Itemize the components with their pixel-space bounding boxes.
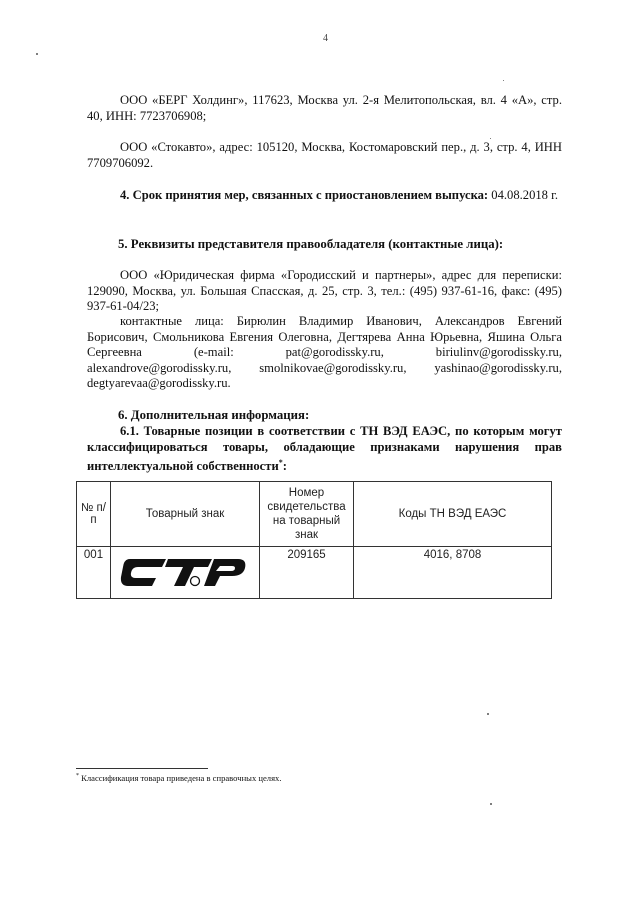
contacts-block: [87, 314, 562, 392]
contacts-names: Бирюлин Владимир Иванович, Александров Евгений Борисович, Смольникова Евгения Олеговна, Дегтярева Анна Юрьевна, Яшина Ольга Сергеевна: [87, 314, 563, 359]
section-6-1: [87, 424, 562, 475]
cell-trademark: [111, 547, 260, 599]
section-5-heading: 5. Реквизиты представителя правообладателя (контактные лица):: [118, 237, 504, 251]
header-trademark: Товарный знак: [111, 482, 260, 547]
str-logo: [120, 551, 250, 593]
email[interactable]: alexandrove@gorodissky.ru,: [87, 360, 232, 375]
colon: :: [282, 459, 287, 474]
email[interactable]: degtyarevaa@gorodissky.ru.: [87, 376, 231, 390]
email[interactable]: pat@gorodissky.ru,: [285, 345, 384, 359]
contacts-label: контактные лица:: [120, 314, 224, 328]
scan-speck: [503, 80, 504, 81]
header-certificate: Номер свидетельства на товарный знак: [260, 482, 354, 547]
cell-codes: 4016, 8708: [354, 547, 552, 599]
footnote-text: Классификация товара приведена в справочных целях.: [81, 773, 282, 783]
section-4: [87, 188, 562, 204]
table-row: [77, 547, 552, 599]
trademark-table: [76, 481, 552, 599]
email[interactable]: smolnikovae@gorodissky.ru,: [259, 360, 407, 375]
address-berg: ООО «БЕРГ Холдинг», 117623, Москва ул. 2-я Мелитопольская, вл. 4 «А», стр. 40, ИНН: 7723706908;: [87, 93, 562, 123]
section-6-1-text: 6.1. Товарные позиции в соответствии с ТН ВЭД ЕАЭС, по которым могут классифицироваться товары, обладающие признаками нарушения прав интеллектуальной собственности: [87, 424, 562, 474]
representative-org: ООО «Юридическая фирма «Городисский и партнеры», адрес для переписки: 129090, Москва, ул. Большая Спасская, д. 25, стр. 3, тел.: (495) 937-61-16, факс: (495) 937-61-04/23;: [87, 268, 562, 313]
address-stokavto: ООО «Стокавто», адрес: 105120, Москва, Костомаровский пер., д. 3, стр. 4, ИНН 7709706092.: [87, 140, 562, 170]
header-codes: Коды ТН ВЭД ЕАЭС: [354, 482, 552, 547]
footnote-separator: [76, 768, 208, 769]
section-6-heading: 6. Дополнительная информация:: [118, 408, 310, 422]
scan-speck: [36, 53, 38, 55]
email[interactable]: yashinao@gorodissky.ru,: [434, 360, 562, 375]
scan-speck: [487, 713, 489, 715]
footnote-mark: *: [278, 458, 283, 467]
footnote: [76, 773, 282, 783]
header-num: № п/п: [77, 482, 111, 547]
scan-speck: [490, 803, 492, 805]
cell-certificate: 209165: [260, 547, 354, 599]
email[interactable]: biriulinv@gorodissky.ru,: [435, 345, 563, 359]
table-header-row: [77, 482, 552, 547]
scan-speck: [490, 138, 491, 139]
footnote-mark: *: [76, 773, 79, 780]
section-4-date: 04.08.2018 г.: [491, 188, 558, 202]
cell-num: 001: [77, 547, 111, 599]
emails-intro: (e-mail:: [193, 345, 234, 359]
page-number: 4: [323, 33, 328, 44]
section-4-heading: 4. Срок принятия мер, связанных с приостановлением выпуска:: [120, 188, 489, 202]
